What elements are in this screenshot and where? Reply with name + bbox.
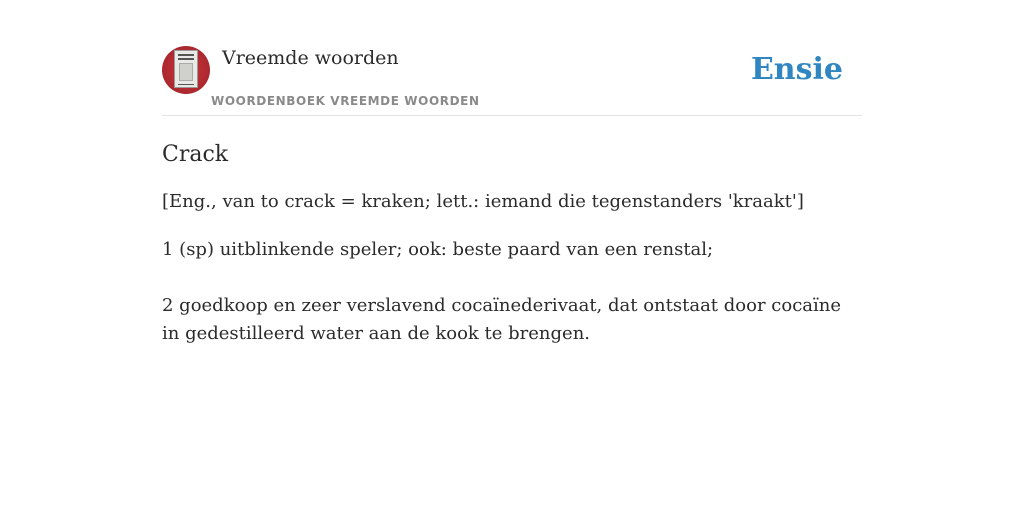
brand-logo-link[interactable]: Ensie — [750, 52, 843, 87]
site-title[interactable]: Vreemde woorden — [222, 47, 399, 69]
page-container — [162, 46, 862, 376]
definition-list — [162, 236, 862, 348]
definition-item: 2 goedkoop en zeer verslavend cocaïnederivaat, dat ontstaat door cocaïne in gedestilleerd water aan de kook te brengen. — [162, 295, 842, 344]
site-header — [162, 46, 862, 116]
book-cover-icon[interactable] — [162, 46, 210, 94]
definition-item: 1 (sp) uitblinkende speler; ook: beste paard van een renstal; — [162, 239, 714, 260]
entry-term: Crack — [162, 142, 229, 167]
entry-etymology: [Eng., van to crack = kraken; lett.: iemand die tegenstanders 'kraakt'] — [162, 191, 804, 212]
site-subtitle: WOORDENBOEK VREEMDE WOORDEN — [211, 94, 480, 108]
book-icon — [174, 50, 198, 88]
